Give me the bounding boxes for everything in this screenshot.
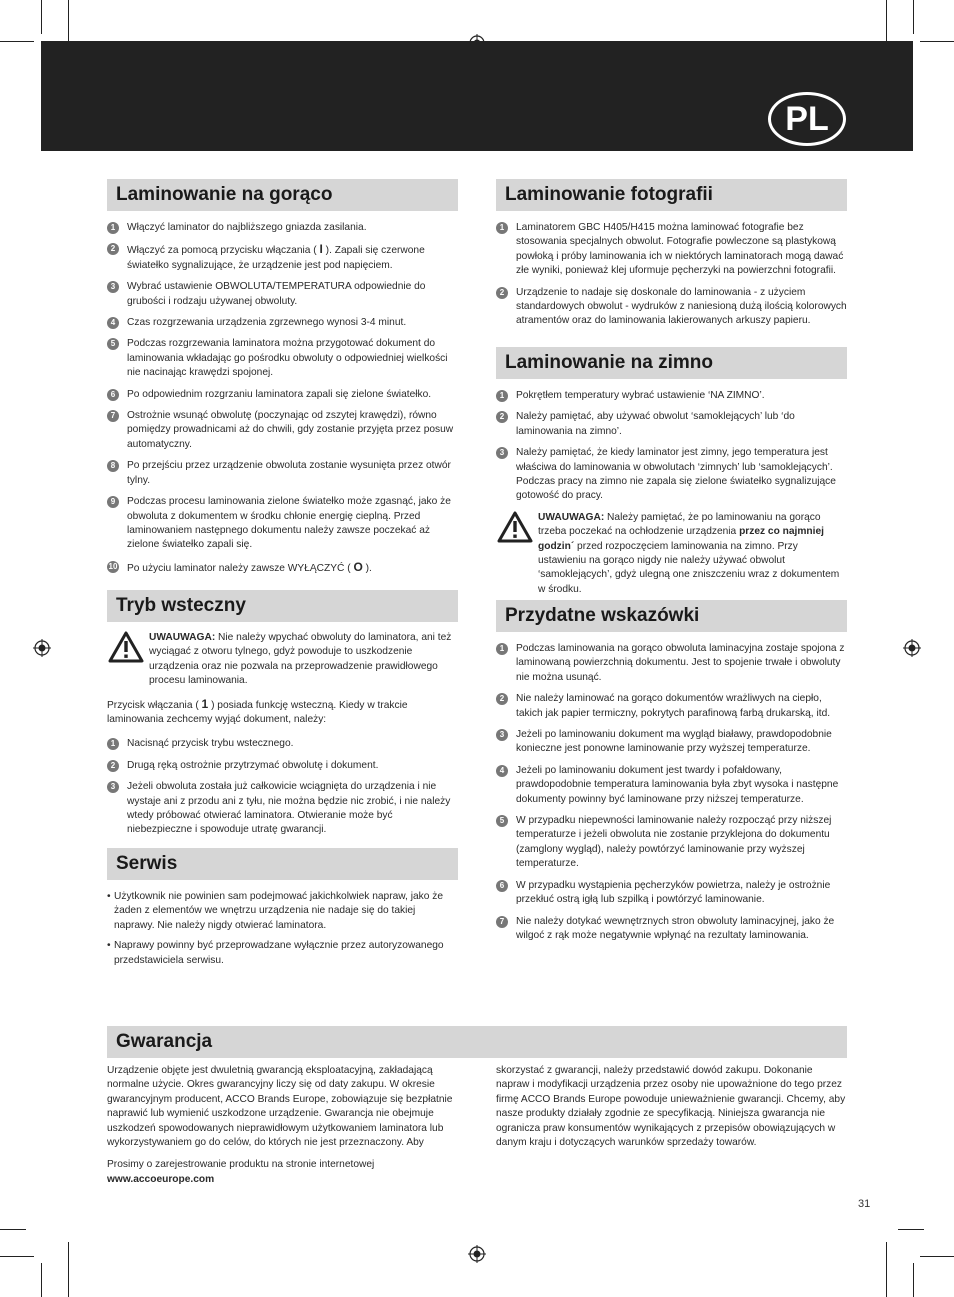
step-number-icon: 7 [107,410,119,422]
warning-emphasis: przez co najmniej godzin´ [538,526,824,552]
step-text: Włączyć za pomocą przycisku włączania ( [127,245,320,257]
step-text: Podczas laminowania na gorąco obwoluta laminacyjna zostaje spojona z laminowaną powierzchnią dokumentu. Jest to spojenie trwałe i obwoluty nie można usunąć. [516,643,845,683]
list-item [107,221,458,235]
step-text: Po przejściu przez urządzenie obwoluta zostanie wysunięta przez otwór tylny. [127,460,451,486]
register-text: Prosimy o zarejestrowanie produktu na stronie internetowej [107,1159,375,1171]
crop-mark [913,0,914,34]
list-item [496,389,847,403]
step-text: Jeżeli obwoluta została już całkowicie wciągnięta do urządzenia i nie wystaje ani z przodu ani z tyłu, nie można będzie nic zrobić, i nie należy wtedy próbować otwierać laminatora. Otwieranie może być niebezpieczne i spowoduje utratę gwarancji. [127,781,451,836]
section-service [107,848,458,974]
list-item: • Naprawy powinny być przeprowadzane wyłącznie przez autoryzowanego przedstawiciela serwisu. [107,939,458,968]
reverse-steps-list [107,737,458,837]
register-note [107,1158,477,1187]
step-text: Laminatorem GBC H405/H415 można laminować fotografie bez stosowania specjalnych obwolut. Fotografie powleczone są plastykową powłoką i próby laminowania ich w niektórych laminatorach mogą dawać złe wyniki, ponieważ klej uformuje pęcherzyki na powierzchni fotografii. [516,222,844,277]
list-item [107,280,458,309]
step-text: Nie należy laminować na gorąco dokumentów wrażliwych na ciepło, takich jak papier termiczny, pokrytych parafinową farbą drukarską, itd. [516,693,831,719]
warning-triangle-icon [108,631,144,663]
language-badge: PL [768,92,846,146]
crop-mark [920,1256,954,1257]
crop-mark [913,1263,914,1297]
section-title: Laminowanie na zimno [496,347,847,379]
crop-mark [920,41,954,42]
warning-label: UWAUWAGA: [538,511,605,523]
step-number-icon: 1 [496,222,508,234]
list-item [107,242,458,273]
cold-steps-list [496,389,847,504]
step-text: Jeżeli po laminowaniu dokument jest twardy i pofałdowany, prawdopodobnie temperatura laminowania była zbyt wysoka i następne dokumenty powinny być laminowane przy niższej temperaturze. [516,764,839,805]
intro-text: Przycisk włączania ( [107,699,202,711]
step-text: Podczas procesu laminowania zielone światełko może zgasnąć, jako że obwoluta z dokumentem w środku chłonie energię cieplną. Przed laminowaniem następnego dokumentu należy zawsze poczekać aż zielone światełko zapali się. [127,496,451,551]
step-text: Nie należy dotykać wewnętrznych stron obwoluty laminacyjnej, jako że wilgoć z rąk może negatywnie wpłynąć na rezultaty laminowania. [516,915,835,941]
registration-mark-icon [468,1245,486,1263]
list-item [107,337,458,380]
warning-text: Należy pamiętać, że po laminowaniu na gorąco trzeba poczekać na ochłodzenie urządzenia [538,511,821,538]
list-item [496,221,847,279]
step-text: Ostrożnie wsunąć obwolutę (poczynając od zszytej krawędzi), równo pomiędzy prowadnicami aż do chwili, gdy zostanie przyjęta przez posuw automatyczny. [127,410,454,450]
step-number-icon: 1 [107,738,119,750]
list-item [496,814,847,872]
list-item [496,915,847,944]
step-number-icon: 5 [496,815,508,827]
power-key-symbol: 1 [201,696,209,711]
step-number-icon: 2 [107,243,119,255]
list-item [496,728,847,757]
list-item [107,388,458,402]
step-text: Podczas rozgrzewania laminatora można przygotować dokument do laminowania wkładając go pośrodku obwoluty o odpowiedniej wielkości nie nacinając krawędzi spojonej. [127,338,448,379]
step-number-icon: 3 [496,729,508,741]
list-item [107,495,458,553]
section-warranty [107,1026,847,1058]
section-title: Gwarancja [107,1026,847,1058]
step-number-icon: 1 [496,643,508,655]
list-item [107,560,458,576]
list-item [107,759,458,773]
step-text: Nacisnąć przycisk trybu wstecznego. [127,738,294,750]
list-item [107,316,458,330]
warning-label: UWAUWAGA: [149,632,216,643]
step-number-icon: 2 [107,760,119,772]
step-text: ). Zapali się czerwone światełko sygnalizujące, że urządzenie jest pod napięciem. [127,245,425,271]
section-reverse-mode [107,590,458,845]
warning-text: Nie należy wpychać obwoluty do laminatora, ani też wyciągać z otworu tylnego, gdyż powoduje to uszkodzenie urządzenia oraz nie pozwala na przeprowadzenie prawidłowego procesu laminowania. [149,632,452,687]
section-title: Laminowanie fotografii [496,179,847,211]
step-text: Czas rozgrzewania urządzenia zgrzewnego wynosi 3-4 minut. [127,317,407,329]
crop-mark [898,1229,924,1230]
step-number-icon: 7 [496,916,508,928]
hot-steps-list [107,221,458,576]
section-title: Tryb wsteczny [107,590,458,622]
warning-text: przed rozpoczęciem laminowania na zimno. Przy ustawieniu na gorąco nigdy nie należy używać obwolut ‘samoklejących’, gdyż ulegną one zniszczeniu wraz z dokumentem w środku. [538,540,840,595]
step-text: W przypadku wystąpienia pęcherzyków powietrza, należy je ostrożnie przekłuć ostrą igłą lub szpilką i powtórzyć laminowanie. [516,879,831,906]
step-number-icon: 5 [107,338,119,350]
crop-mark [41,1263,42,1297]
warning-note [496,511,847,597]
tips-steps-list [496,642,847,943]
key-symbol: O [353,559,363,574]
warranty-text-left [107,1064,477,1187]
step-number-icon: 2 [496,411,508,423]
step-text: Po użyciu laminator należy zawsze WYŁĄCZYĆ ( [127,562,354,574]
photo-steps-list [496,221,847,329]
list-item [107,409,458,452]
warning-note [107,631,458,689]
section-title: Laminowanie na gorąco [107,179,458,211]
list-item [107,780,458,838]
list-item [107,459,458,488]
list-item [496,879,847,908]
step-number-icon: 8 [107,460,119,472]
step-number-icon: 1 [496,390,508,402]
crop-mark [41,0,42,34]
list-item [107,737,458,751]
crop-mark [0,1256,34,1257]
step-text: Po odpowiednim rozgrzaniu laminatora zapali się zielone światełko. [127,388,432,400]
step-number-icon: 4 [107,317,119,329]
section-cold-lamination [496,347,847,597]
step-text: Jeżeli po laminowaniu dokument ma wygląd białawy, prawdopodobnie konieczne jest ponowne laminowanie przy wyższej temperaturze. [516,729,832,755]
step-number-icon: 1 [107,222,119,234]
warranty-paragraph: Urządzenie objęte jest dwuletnią gwarancją eksploatacyjną, zakładającą normalne użycie. Okres gwarancyjny liczy się od daty zakupu. W okresie gwarancyjnym producent, ACCO Brands Europe, zobowiązuje się bezpłatnie naprawić lub wymienić uszkodzone urządzenie. Gwarancja nie obejmuje uszkodzeń spowodowanych nieprawidłowym użytkowaniem laminatora lub wykorzystywaniem go do celów, do których nie jest przeznaczony. Aby [107,1065,453,1149]
crop-mark [0,1229,26,1230]
step-text: Należy pamiętać, że kiedy laminator jest zimny, jego temperatura jest właściwa do laminowania w obwolutach ‘zimnych’ lub ‘samoklejących’. Podczas pracy na zimno nie zapala się zielone światełko sygnalizujące gotowość do pracy. [516,447,836,502]
warning-triangle-icon [497,511,533,543]
registration-mark-icon [33,639,51,657]
step-number-icon: 2 [496,287,508,299]
step-number-icon: 3 [107,281,119,293]
list-item [496,692,847,721]
list-item: • Użytkownik nie powinien sam podejmować jakichkolwiek napraw, jako że żaden z elementów we wnętrzu urządzenia nie nadaje się do takiej naprawy. Nie należy nigdy otwierać laminatora. [107,890,458,933]
step-text: W przypadku niepewności laminowanie należy rozpocząć przy niższej temperaturze i jeżeli obwoluta nie zostanie przyklejona do dokumentu (zamglony wygląd), należy powtórzyć laminowanie przy wyższej temperaturze. [516,815,832,870]
warranty-text-right: skorzystać z gwarancji, należy przedstawić dowód zakupu. Dokonanie napraw i modyfikacji urządzenia przez osoby nie upoważnione do tego przez firmę ACCO Brands Europe powoduje unieważnienie gwarancji. Chcemy, aby nasze produkty działały zgodnie ze specyfikacją. Niniejsza gwarancja nie ogranicza praw konsumentów wynikających z przepisów obowiązujących w danym kraju i dotyczących warunków sprzedaży towarów. [496,1065,846,1149]
section-hot-lamination [107,179,458,583]
step-text: Urządzenie to nadaje się doskonale do laminowania - z użyciem standardowych obwolut - wydruków z naniesioną dużą ilością kolorowych atramentów oraz do laminowania lakierowanych arkuszy papieru. [516,286,847,327]
step-number-icon: 2 [496,693,508,705]
step-text: Pokrętłem temperatury wybrać ustawienie ‘NA ZIMNO’. [516,390,765,401]
service-bullets [107,890,458,968]
section-title: Serwis [107,848,458,880]
step-number-icon: 6 [496,880,508,892]
step-text: Wybrać ustawienie OBWOLUTA/TEMPERATURA odpowiednie do grubości i rodzaju używanej obwoluty. [127,281,426,307]
key-symbol: I [319,242,323,257]
step-text: Włączyć laminator do najbliższego gniazda zasilania. [127,222,367,233]
section-useful-tips [496,600,847,950]
list-item [496,286,847,329]
reverse-intro [107,697,458,728]
list-item [496,410,847,439]
step-text: ). [362,562,372,574]
list-item [496,642,847,685]
list-item [496,446,847,504]
intro-text: ) posiada funkcję wsteczną. Kiedy w trakcie laminowania zechcemy wyjąć dokument, należy: [107,699,408,726]
section-photo-lamination [496,179,847,336]
step-text: Drugą ręką ostrożnie przytrzymać obwolutę i dokument. [127,759,379,771]
step-number-icon: 9 [107,496,119,508]
step-number-icon: 6 [107,389,119,401]
step-number-icon: 4 [496,765,508,777]
section-title: Przydatne wskazówki [496,600,847,632]
crop-mark [68,1242,69,1297]
page-number: 31 [858,1198,871,1210]
crop-mark [0,41,34,42]
step-text: Należy pamiętać, aby używać obwolut ‘samoklejących’ lub ‘do laminowania na zimno’. [516,411,795,437]
website-link[interactable]: www.accoeurope.com [107,1173,215,1185]
step-number-icon: 10 [108,561,118,571]
registration-mark-icon [903,639,921,657]
list-item [496,764,847,807]
step-number-icon: 3 [107,781,119,793]
step-number-icon: 3 [496,447,508,459]
crop-mark [886,1242,887,1297]
